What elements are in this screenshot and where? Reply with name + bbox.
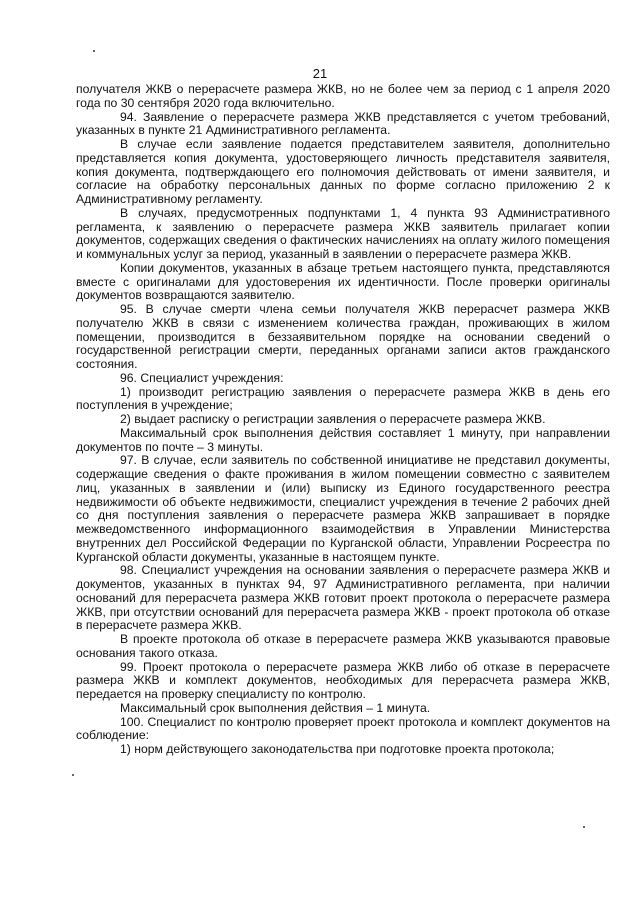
scan-speck — [93, 50, 95, 52]
paragraph: В случае если заявление подается представителем заявителя, дополнительно представляется копия документа, удостоверяющего личность представителя заявителя, копия документа, подтверждающего его полномочия действовать от имени заявителя, и согласие на обработку персональных данных по форме согласно приложению 2 к Административному регламенту. — [76, 137, 610, 206]
paragraph: 1) производит регистрацию заявления о перерасчете размера ЖКВ в день его поступления в учреждение; — [76, 384, 610, 413]
paragraph: В случаях, предусмотренных подпунктами 1, 4 пункта 93 Административного регламента, к заявлению о перерасчете размера ЖКВ заявитель прилагает копии документов, содержащих сведения о фактических начислениях на оплату жилого помещения и коммунальных услуг за период, указанный в заявлении о перерасчете размера ЖКВ. — [76, 205, 610, 261]
paragraph: получателя ЖКВ о перерасчете размера ЖКВ, но не более чем за период с 1 апреля 2020 года по 30 сентября 2020 года включительно. — [76, 82, 610, 110]
paragraph: Максимальный срок выполнения действия составляет 1 минуту, при направлении документов по почте – 3 минуты. — [76, 425, 610, 454]
paragraph: 99. Проект протокола о перерасчете размера ЖКВ либо об отказе в перерасчете размера ЖКВ и комплект документов, необходимых для перерасчета размера ЖКВ, передается на проверку специалисту по контролю. — [76, 659, 610, 701]
paragraph: 96. Специалист учреждения: — [120, 370, 284, 385]
paragraph: 2) выдает расписку о регистрации заявления о перерасчете размера ЖКВ. — [120, 412, 546, 426]
paragraph: В проекте протокола об отказе в перерасчете размера ЖКВ указываются правовые основания такого отказа. — [76, 632, 610, 660]
paragraph: Максимальный срок выполнения действия – 1 минута. — [120, 700, 431, 715]
document-body — [76, 83, 610, 757]
scan-speck — [583, 826, 585, 828]
paragraph: 97. В случае, если заявитель по собственной инициативе не представил документы, содержащие сведения о факте проживания в жилом помещении совместно с заявителем лиц, указанных в заявлении и (или) выписку из Единого государственного реестра недвижимости об объекте недвижимости, специалист учреждения в течение 2 рабочих дней со дня поступления заявления о перерасчете размера ЖКВ запрашивает в порядке межведомственного информационного взаимодействия в Управлении Министерства внутренних дел Российской Федерации по Курганской области, Управлении Росреестра по Курганской области документы, указанные в настоящем пункте. — [76, 453, 610, 564]
page-number: 21 — [312, 66, 328, 81]
paragraph: 98. Специалист учреждения на основании заявления о перерасчете размера ЖКВ и документов, указанных в пунктах 94, 97 Административного регламента, при наличии оснований для перерасчета размера ЖКВ готовит проект протокола о перерасчете размера ЖКВ, при отсутствии оснований для перерасчета размера ЖКВ - проект протокола об отказе в перерасчете размера ЖКВ. — [76, 563, 610, 633]
paragraph: 1) норм действующего законодательства при подготовке проекта протокола; — [120, 742, 555, 756]
paragraph: 94. Заявление о перерасчете размера ЖКВ представляется с учетом требований, указанных в пункте 21 Административного регламента. — [76, 109, 610, 138]
paragraph: Копии документов, указанных в абзаце третьем настоящего пункта, представляются вместе с оригиналами для удостоверения их идентичности. После проверки оригиналы документов возвращаются заявителю. — [76, 260, 610, 303]
paragraph: 100. Специалист по контролю проверяет проект протокола и комплект документов на соблюдение: — [76, 714, 610, 743]
paragraph: 95. В случае смерти члена семьи получателя ЖКВ перерасчет размера ЖКВ получателю ЖКВ в связи с изменением количества граждан, проживающих в жилом помещении, производится в беззаявительном порядке на основании сведений о государственной регистрации смерти, переданных органами записи актов гражданского состояния. — [76, 302, 610, 371]
scan-speck — [72, 774, 74, 776]
